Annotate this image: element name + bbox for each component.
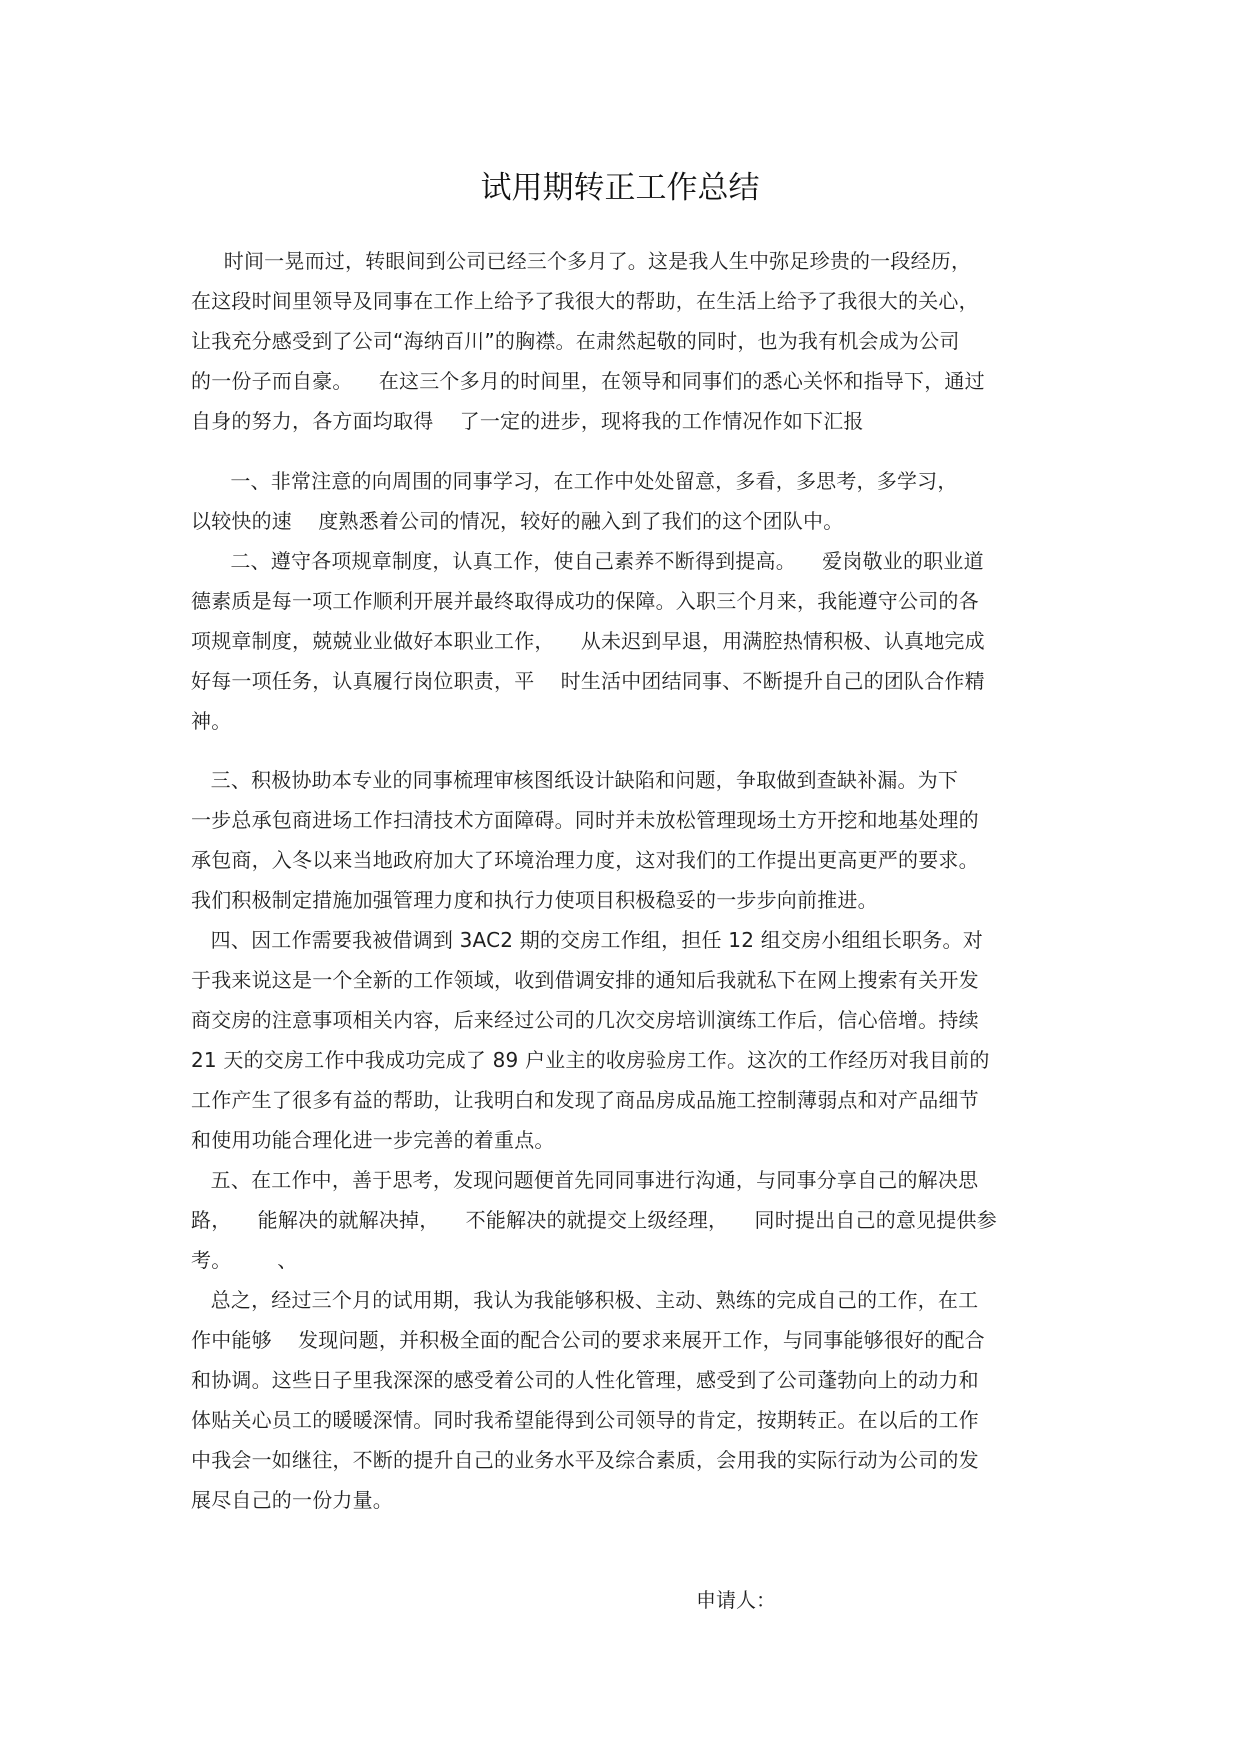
text-line: 在这段时间里领导及同事在工作上给予了我很大的帮助，在生活上给予了我很大的关心， [191,289,979,313]
text-line: 四、因工作需要我被借调到 3AC2 期的交房工作组，担任 12 组交房小组组长职务。对 [191,928,983,952]
text-line: 时间一晃而过，转眼间到公司已经三个多月了。这是我人生中弥足珍贵的一段经历， [191,249,972,273]
text-line: 德素质是每一项工作顺利开展并最终取得成功的保障。入职三个月来，我能遵守公司的各 [191,589,979,613]
paragraph-points-3-5-summary [191,760,1051,1520]
text-line: 和协调。这些日子里我深深的感受着公司的人性化管理，感受到了公司蓬勃向上的动力和 [191,1368,979,1392]
text-line: 我们积极制定措施加强管理力度和执行力使项目积极稳妥的一步步向前推进。 [191,888,878,912]
text-line: 中我会一如继往，不断的提升自己的业务水平及综合素质，会用我的实际行动为公司的发 [191,1448,979,1472]
text-line: 三、积极协助本专业的同事梳理审核图纸设计缺陷和问题，争取做到查缺补漏。为下 [191,768,959,792]
text-line: 以较快的速 度熟悉着公司的情况，较好的融入到了我们的这个团队中。 [191,509,844,533]
text-line: 21 天的交房工作中我成功完成了 89 户业主的收房验房工作。这次的工作经历对我目前的 [191,1048,990,1072]
text-line: 项规章制度，兢兢业业做好本职业工作， 从未迟到早退，用满腔热情积极、认真地完成 [191,629,985,653]
text-line: 展尽自己的一份力量。 [191,1488,393,1512]
text-line: 的一份子而自豪。 在这三个多月的时间里，在领导和同事们的悉心关怀和指导下，通过 [191,369,985,393]
text-line: 好每一项任务，认真履行岗位职责，平 时生活中团结同事、不断提升自己的团队合作精 [191,669,985,693]
text-line: 体贴关心员工的暖暖深情。同时我希望能得到公司领导的肯定，按期转正。在以后的工作 [191,1408,979,1432]
text-line: 商交房的注意事项相关内容，后来经过公司的几次交房培训演练工作后，信心倍增。持续 [191,1008,979,1032]
signature-label: 申请人： [696,1588,776,1612]
document-title: 试用期转正工作总结 [480,170,760,206]
text-line: 承包商，入冬以来当地政府加大了环境治理力度，这对我们的工作提出更高更严的要求。 [191,848,979,872]
text-line: 二、遵守各项规章制度，认真工作，使自己素养不断得到提高。 爱岗敬业的职业道 [191,549,984,573]
text-line: 自身的努力，各方面均取得 了一定的进步，现将我的工作情况作如下汇报 [191,409,864,433]
text-line: 总之，经过三个月的试用期，我认为我能够积极、主动、熟练的完成自己的工作，在工 [191,1288,979,1312]
text-line: 五、在工作中，善于思考，发现问题便首先同同事进行沟通，与同事分享自己的解决思 [191,1168,979,1192]
text-line: 一、非常注意的向周围的同事学习，在工作中处处留意，多看，多思考，多学习， [191,469,958,493]
text-line: 一步总承包商进场工作扫清技术方面障碍。同时并未放松管理现场土方开挖和地基处理的 [191,808,979,832]
text-line: 神。 [191,709,232,733]
text-line: 路， 能解决的就解决掉， 不能解决的就提交上级经理， 同时提出自己的意见提供参 [191,1208,997,1232]
paragraph-points-1-2 [191,461,1051,741]
text-line: 于我来说这是一个全新的工作领域，收到借调安排的通知后我就私下在网上搜索有关开发 [191,968,979,992]
text-line: 作中能够 发现问题，并积极全面的配合公司的要求来展开工作，与同事能够很好的配合 [191,1328,985,1352]
text-line: 和使用功能合理化进一步完善的着重点。 [191,1128,555,1152]
paragraph-intro [191,241,1051,441]
text-line: 工作产生了很多有益的帮助，让我明白和发现了商品房成品施工控制薄弱点和对产品细节 [191,1088,979,1112]
text-line: 考。 、 [191,1248,298,1272]
text-line: 让我充分感受到了公司“海纳百川”的胸襟。在肃然起敬的同时，也为我有机会成为公司 [191,329,960,353]
